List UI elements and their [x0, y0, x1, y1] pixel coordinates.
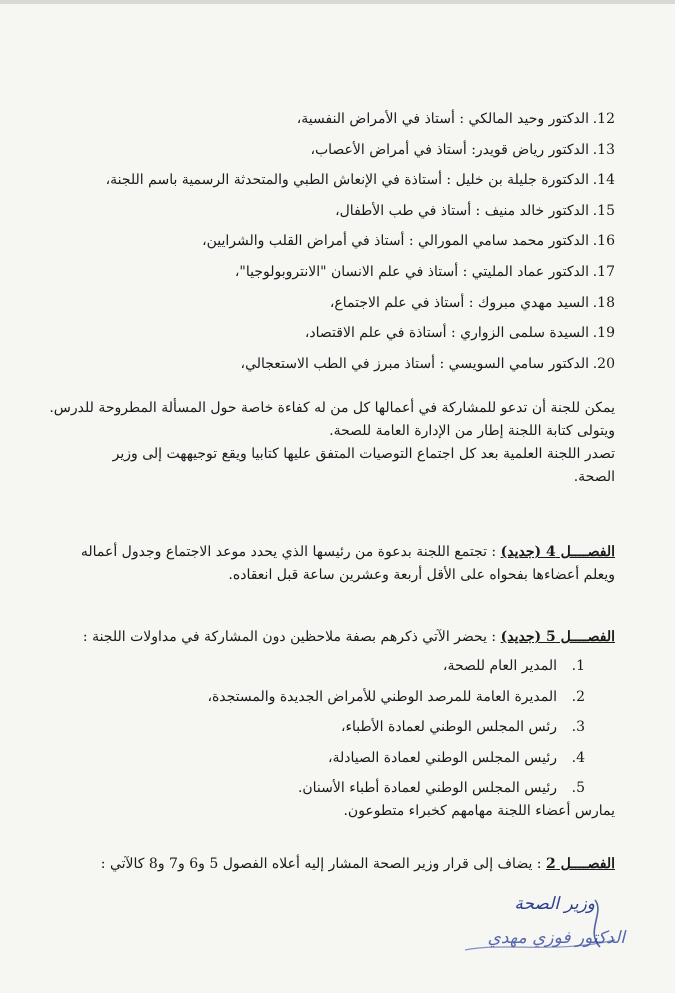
chapter-text: : يحضر الآتي ذكرهم بصفة ملاحظين دون المشاركة في مداولات اللجنة : [82, 629, 501, 645]
item-text: رئيس المجلس الوطني لعمادة أطباء الأسنان. [297, 780, 557, 796]
item-text: السيدة سلمى الزواري : أستاذة في علم الاقتصاد، [304, 325, 589, 342]
item-number: 1. [571, 658, 585, 674]
item-number: 19. [592, 325, 615, 342]
paragraph-line [40, 853, 615, 876]
chapter-heading: الفصــــل 4 (جديد) [500, 544, 615, 560]
item-number: 17. [592, 263, 615, 280]
chapter-5-paragraph [40, 626, 615, 649]
item-number: 13. [592, 141, 615, 158]
item-text: الدكتور عماد المليتي : أستاذ في علم الانسان "الانتروبولوجيا"، [234, 263, 589, 280]
paragraph-line: الصحة. [573, 469, 615, 485]
committee-rules-paragraph [40, 397, 615, 489]
item-text: الدكتورة جليلة بن خليل : أستاذة في الإنعاش الطبي والمتحدثة الرسمية باسم اللجنة، [105, 172, 589, 189]
chapter-heading: الفصــــل 2 [545, 856, 615, 872]
item-number: 3. [571, 719, 585, 735]
paragraph-line [40, 541, 615, 564]
item-number: 18. [592, 294, 615, 311]
item-text: المديرة العامة للمرصد الوطني للأمراض الجديدة والمستجدة، [207, 688, 557, 705]
item-number: 14. [592, 172, 615, 189]
signature-name: الدكتور فوزي مهدي [487, 928, 625, 948]
paragraph-line: ويعلم أعضاءها بفحواه على الأقل أربعة وعشرين ساعة قبل انعقاده. [228, 567, 615, 583]
list-item [55, 135, 615, 166]
item-text: الدكتور رياض قويدر: أستاذ في أمراض الأعصاب، [310, 141, 589, 158]
item-number: 2. [571, 688, 585, 705]
item-text: رئس المجلس الوطني لعمادة الأطباء، [340, 719, 557, 735]
item-text: السيد مهدي مبروك : أستاذ في علم الاجتماع، [329, 294, 589, 311]
page-top-edge [0, 0, 675, 4]
item-text: الدكتور وحيد المالكي : أستاذ في الأمراض النفسية، [296, 111, 589, 127]
chapter-heading: الفصــــل 5 (جديد) [500, 629, 615, 645]
observers-list [65, 651, 585, 804]
item-number: 4. [571, 749, 585, 766]
paragraph-line: ويتولى كتابة اللجنة إطار من الإدارة العامة للصحة. [329, 423, 615, 439]
list-item [55, 257, 615, 288]
chapter-text: : تجتمع اللجنة بدعوة من رئيسها الذي يحدد موعد الاجتماع وجدول أعماله [80, 544, 501, 560]
chapter-text: : يضاف إلى قرار وزير الصحة المشار إليه أعلاه الفصول 5 و6 و7 و8 كالآتي : [100, 856, 546, 872]
item-number: 16. [592, 233, 615, 250]
item-text: المدير العام للصحة، [442, 658, 557, 674]
item-text: الدكتور خالد منيف : أستاذ في طب الأطفال، [335, 202, 589, 219]
item-number: 12. [592, 111, 615, 127]
list-item [65, 773, 585, 804]
list-item [65, 743, 585, 774]
list-item [55, 196, 615, 227]
list-item [55, 349, 615, 380]
paragraph-line: تصدر اللجنة العلمية بعد كل اجتماع التوصيات المتفق عليها كتابيا ويقع توجيههت إلى وزير [112, 446, 615, 462]
item-number: 20. [592, 355, 615, 372]
paragraph-line [40, 626, 615, 649]
item-text: الدكتور محمد سامي المورالي : أستاذ في أمراض القلب والشرايين، [202, 233, 589, 250]
committee-members-list [55, 104, 615, 379]
item-number: 15. [592, 202, 615, 219]
list-item [55, 288, 615, 319]
list-item [55, 165, 615, 196]
list-item [55, 318, 615, 349]
list-item [65, 651, 585, 682]
signature-title: وزير الصحة [514, 894, 595, 914]
list-item [55, 226, 615, 257]
chapter-2-paragraph [40, 853, 615, 876]
list-item [65, 712, 585, 743]
item-text: رئيس المجلس الوطني لعمادة الصيادلة، [328, 749, 557, 766]
list-item [65, 682, 585, 713]
item-text: الدكتور سامي السويسي : أستاذ مبرز في الطب الاستعجالي، [240, 355, 589, 372]
chapter-4-paragraph [40, 541, 615, 587]
minister-signature [445, 892, 635, 962]
list-item [55, 104, 615, 135]
item-number: 5. [571, 780, 585, 796]
paragraph-line: يمكن للجنة أن تدعو للمشاركة في أعمالها كل من له كفاءة خاصة حول المسألة المطروحة للدرس. [49, 400, 615, 416]
volunteer-note: يمارس أعضاء اللجنة مهامهم كخبراء متطوعون. [343, 803, 615, 819]
signature-scribble-icon [445, 892, 635, 962]
